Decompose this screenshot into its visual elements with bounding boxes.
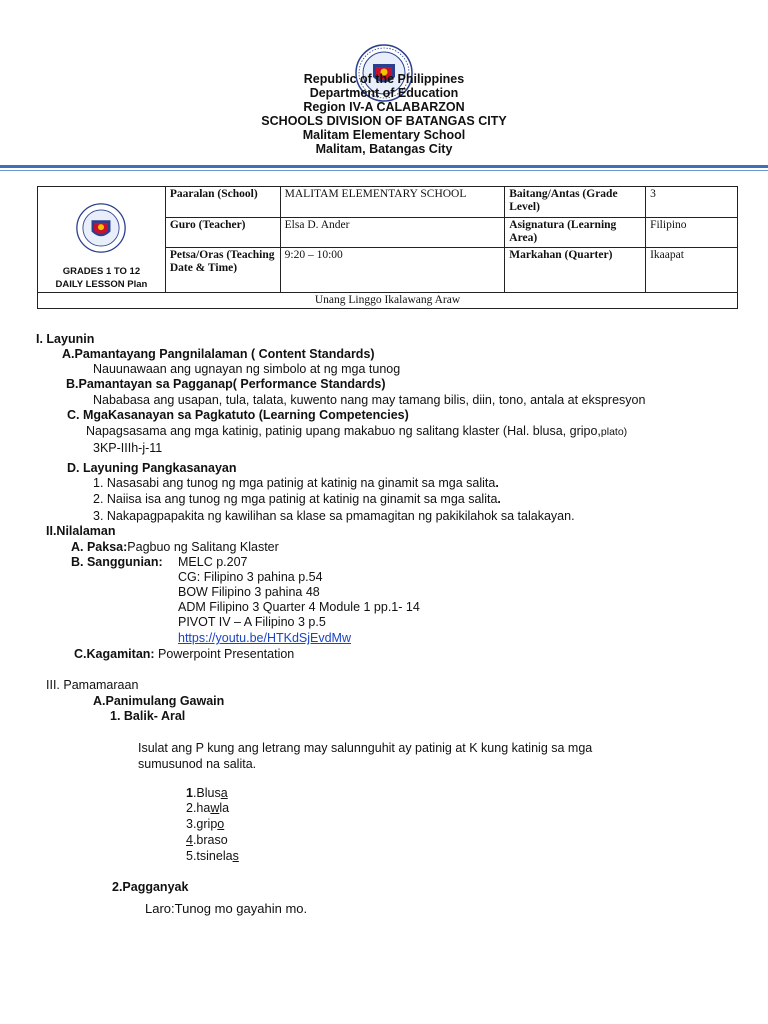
school-value: MALITAM ELEMENTARY SCHOOL	[280, 187, 505, 218]
competencies-text	[86, 424, 627, 440]
teacher-label: Guro (Teacher)	[165, 218, 280, 248]
reference-3: BOW Filipino 3 pahina 48	[178, 585, 320, 599]
instruction-line-1: Isulat ang P kung ang letrang may salunnguhit ay patinig at K kung katinig sa mga	[138, 741, 593, 755]
paksa-value: Pagbuo ng Salitang Klaster	[127, 540, 279, 554]
header-school: Malitam Elementary School	[302, 128, 466, 142]
word-5-underlined: s	[232, 849, 239, 863]
word-1-number: 1	[186, 786, 193, 800]
competencies-main: Napagsasama ang mga katinig, patinig upang makabuo ng salitang klaster (Hal. blusa, gripo,	[86, 424, 601, 438]
sanggunian-label: B. Sanggunian:	[71, 555, 163, 569]
word-item-2	[186, 801, 229, 816]
area-value: Filipino	[646, 218, 738, 248]
teacher-value: Elsa D. Ander	[280, 218, 505, 248]
content-standards-title: A.Pamantayang Pangnilalaman ( Content Standards)	[62, 347, 375, 361]
school-label: Paaralan (School)	[165, 187, 280, 218]
logo-caption-dlp: DAILY LESSON Plan	[55, 279, 148, 290]
objective-1-period: .	[495, 476, 499, 490]
pagganyak-text: Laro:Tunog mo gayahin mo.	[145, 901, 308, 916]
date-label: Petsa/Oras (Teaching Date & Time)	[165, 248, 280, 293]
word-item-5	[186, 849, 239, 864]
header-division: SCHOOLS DIVISION OF BATANGAS CITY	[261, 114, 507, 128]
header-department: Department of Education	[309, 86, 459, 100]
word-3-prefix: 3.grip	[186, 817, 218, 831]
header-divider-thin	[0, 170, 768, 171]
word-item-3	[186, 817, 224, 832]
panimulang-gawain-title: A.Panimulang Gawain	[93, 694, 225, 708]
word-2-prefix: 2.ha	[186, 801, 211, 815]
objective-1	[93, 476, 499, 491]
word-4-underlined: 4	[186, 833, 193, 847]
area-label: Asignatura (Learning Area)	[505, 218, 646, 248]
objectives-title: D. Layuning Pangkasanayan	[67, 461, 237, 475]
word-1-stem: .Blus	[192, 786, 221, 800]
pagganyak-title: 2.Pagganyak	[112, 880, 189, 894]
performance-standards-text: Nababasa ang usapan, tula, talata, kuwento nang may tamang bilis, diin, tono, antala at ekspresyon	[93, 393, 646, 407]
date-value: 9:20 – 10:00	[280, 248, 505, 293]
competencies-example: plato)	[600, 426, 628, 438]
word-item-4	[186, 833, 228, 848]
word-2-suffix: la	[219, 801, 230, 815]
kagamitan-label: C.Kagamitan:	[74, 647, 155, 661]
performance-standards-title: B.Pamantayan sa Pagganap( Performance Standards)	[66, 377, 386, 391]
paksa	[71, 540, 279, 555]
reference-video-link[interactable]: https://youtu.be/HTKdSjEvdMw	[178, 631, 351, 645]
week-day-row: Unang Linggo Ikalawang Araw	[38, 293, 738, 309]
grade-value: 3	[646, 187, 738, 218]
word-3-underlined: o	[217, 817, 225, 831]
word-5-prefix: 5.tsinela	[186, 849, 233, 863]
section-layunin: I. Layunin	[36, 332, 95, 346]
objective-2-text: 2. Naiisa isa ang tunog ng mga patinig at katinig na ginamit sa mga salita	[93, 492, 498, 506]
paksa-label: A. Paksa:	[71, 540, 128, 554]
section-nilalaman: II.Nilalaman	[46, 524, 116, 538]
reference-2: CG: Filipino 3 pahina p.54	[178, 570, 323, 584]
instruction-line-2: sumusunod na salita.	[138, 757, 257, 771]
objective-2-period: .	[497, 492, 501, 506]
header-address: Malitam, Batangas City	[315, 142, 453, 156]
balik-aral-title: 1. Balik- Aral	[110, 709, 186, 723]
kagamitan	[74, 647, 294, 662]
reference-1: MELC p.207	[178, 555, 248, 569]
header-republic: Republic of the Philippines	[303, 72, 465, 86]
quarter-value: Ikaapat	[646, 248, 738, 293]
word-1-underlined: a	[220, 786, 228, 800]
kagamitan-value: Powerpoint Presentation	[154, 647, 295, 661]
objective-2	[93, 492, 501, 507]
word-item-1	[186, 786, 228, 801]
header-region: Region IV-A CALABARZON	[303, 100, 465, 114]
quarter-label: Markahan (Quarter)	[505, 248, 646, 293]
reference-4: ADM Filipino 3 Quarter 4 Module 1 pp.1- 14	[178, 600, 420, 614]
reference-5: PIVOT IV – A Filipino 3 p.5	[178, 615, 326, 629]
grade-label: Baitang/Antas (Grade Level)	[505, 187, 646, 218]
section-pamamaraan: III. Pamamaraan	[46, 678, 139, 692]
word-2-underlined: w	[210, 801, 220, 815]
content-standards-text: Nauunawaan ang ugnayan ng simbolo at ng mga tunog	[93, 362, 401, 376]
competencies-title: C. MgaKasanayan sa Pagkatuto (Learning Competencies)	[67, 408, 409, 422]
logo-cell	[38, 187, 166, 293]
objective-1-text: 1. Nasasabi ang tunog ng mga patinig at katinig na ginamit sa mga salita	[93, 476, 496, 490]
header-divider	[0, 165, 768, 168]
lesson-info-table	[37, 186, 738, 309]
deped-seal-small-icon	[76, 203, 126, 253]
objective-3: 3. Nakapagpapakita ng kawilihan sa klase sa pmamagitan ng pakikilahok sa talakayan.	[93, 509, 575, 523]
competency-code: 3KP-IIIh-j-11	[93, 441, 163, 455]
word-4-suffix: .braso	[192, 833, 228, 847]
logo-caption-grades: GRADES 1 TO 12	[62, 266, 141, 277]
